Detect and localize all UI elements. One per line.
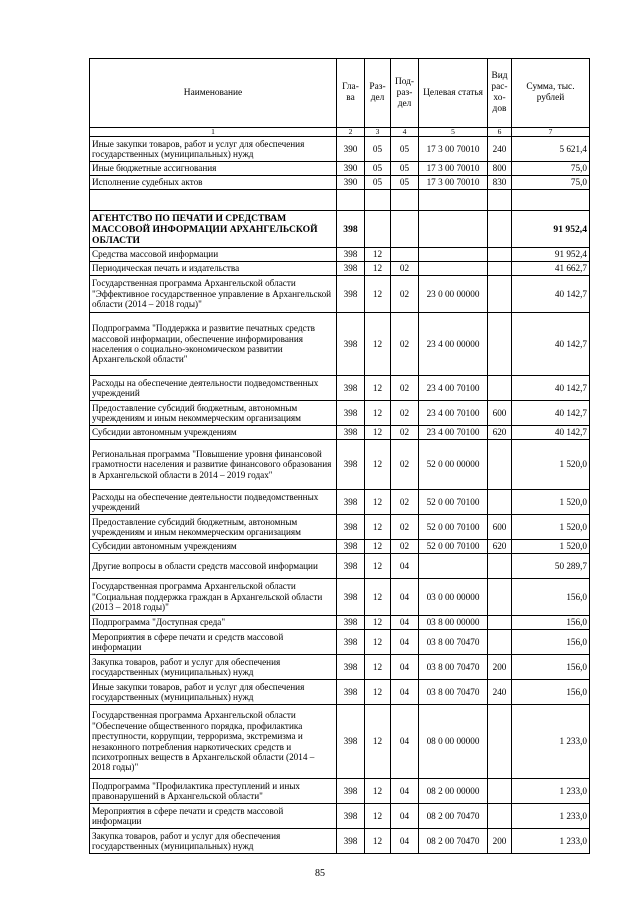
row-glava: [337, 190, 365, 211]
row-podrazdel: 04: [391, 705, 419, 779]
row-name: Предоставление субсидий бюджетным, автономным учреждениям и иным некоммерческим организациям: [90, 401, 337, 426]
row-sum: [512, 190, 590, 211]
row-target-article: 08 2 00 70470: [419, 829, 488, 854]
row-name: Периодическая печать и издательства: [90, 262, 337, 276]
row-sum: 50 289,7: [512, 554, 590, 579]
row-glava: 398: [337, 616, 365, 630]
row-podrazdel: 02: [391, 262, 419, 276]
row-podrazdel: [391, 211, 419, 248]
row-razdel: 05: [365, 162, 391, 176]
row-glava: 398: [337, 630, 365, 655]
row-target-article: 23 4 00 00000: [419, 313, 488, 376]
table-row: [90, 401, 590, 426]
row-expense-type: [488, 705, 512, 779]
row-expense-type: [488, 779, 512, 804]
row-podrazdel: 04: [391, 680, 419, 705]
row-glava: 398: [337, 804, 365, 829]
row-sum: 156,0: [512, 579, 590, 616]
row-sum: 1 233,0: [512, 804, 590, 829]
row-podrazdel: 04: [391, 779, 419, 804]
row-name: Подпрограмма "Профилактика преступлений и иных правонарушений в Архангельской области": [90, 779, 337, 804]
row-target-article: [419, 211, 488, 248]
row-target-article: 23 4 00 70100: [419, 426, 488, 440]
row-sum: 40 142,7: [512, 376, 590, 401]
row-sum: 1 233,0: [512, 705, 590, 779]
row-razdel: 05: [365, 137, 391, 162]
row-name: Государственная программа Архангельской области "Социальная поддержка граждан в Архангельской области (2013 – 2018 годы)": [90, 579, 337, 616]
row-target-article: 08 0 00 00000: [419, 705, 488, 779]
row-sum: 1 520,0: [512, 540, 590, 554]
row-target-article: 08 2 00 70470: [419, 804, 488, 829]
row-glava: 398: [337, 248, 365, 262]
row-razdel: 12: [365, 440, 391, 490]
column-index-row: [90, 128, 590, 137]
row-expense-type: 200: [488, 829, 512, 854]
row-razdel: 12: [365, 515, 391, 540]
row-name: Средства массовой информации: [90, 248, 337, 262]
row-sum: 40 142,7: [512, 426, 590, 440]
row-expense-type: [488, 554, 512, 579]
row-expense-type: 200: [488, 655, 512, 680]
row-sum: 156,0: [512, 655, 590, 680]
row-glava: 390: [337, 162, 365, 176]
row-glava: 398: [337, 426, 365, 440]
row-podrazdel: 02: [391, 490, 419, 515]
row-sum: 1 233,0: [512, 829, 590, 854]
header-podrazdel: Под-раз-дел: [391, 59, 419, 128]
row-target-article: [419, 248, 488, 262]
column-index: 7: [512, 128, 590, 137]
row-sum: 5 621,4: [512, 137, 590, 162]
table-row: [90, 804, 590, 829]
row-razdel: [365, 190, 391, 211]
table-row: [90, 262, 590, 276]
row-podrazdel: 02: [391, 401, 419, 426]
row-podrazdel: 04: [391, 829, 419, 854]
table-row: [90, 655, 590, 680]
row-target-article: 52 0 00 70100: [419, 540, 488, 554]
row-target-article: [419, 262, 488, 276]
row-target-article: 17 3 00 70010: [419, 176, 488, 190]
table-row: [90, 376, 590, 401]
row-name: Предоставление субсидий бюджетным, автономным учреждениям и иным некоммерческим организациям: [90, 515, 337, 540]
row-name: Иные закупки товаров, работ и услуг для обеспечения государственных (муниципальных) нужд: [90, 137, 337, 162]
table-row: [90, 137, 590, 162]
column-index: 3: [365, 128, 391, 137]
budget-table: [89, 58, 590, 854]
row-expense-type: [488, 248, 512, 262]
row-glava: 398: [337, 313, 365, 376]
row-name: Мероприятия в сфере печати и средств массовой информации: [90, 630, 337, 655]
row-glava: 390: [337, 176, 365, 190]
row-podrazdel: 02: [391, 276, 419, 313]
row-target-article: 03 8 00 00000: [419, 616, 488, 630]
row-expense-type: [488, 630, 512, 655]
header-expense-type: Вид рас-хо-дов: [488, 59, 512, 128]
row-target-article: 03 8 00 70470: [419, 655, 488, 680]
row-sum: 1 520,0: [512, 440, 590, 490]
row-expense-type: [488, 440, 512, 490]
row-expense-type: 620: [488, 426, 512, 440]
row-target-article: 23 4 00 70100: [419, 376, 488, 401]
table-row: [90, 705, 590, 779]
row-glava: 398: [337, 211, 365, 248]
row-target-article: 03 8 00 70470: [419, 630, 488, 655]
row-target-article: 17 3 00 70010: [419, 137, 488, 162]
table-row: [90, 176, 590, 190]
row-target-article: 08 2 00 00000: [419, 779, 488, 804]
row-name: АГЕНТСТВО ПО ПЕЧАТИ И СРЕДСТВАМ МАССОВОЙ ИНФОРМАЦИИ АРХАНГЕЛЬСКОЙ ОБЛАСТИ: [90, 211, 337, 248]
column-index: 2: [337, 128, 365, 137]
row-name: Государственная программа Архангельской области "Эффективное государственное управление в Архангельской области (2014 – 2018 годы)": [90, 276, 337, 313]
row-razdel: 12: [365, 554, 391, 579]
row-sum: 1 520,0: [512, 490, 590, 515]
page-number: 85: [315, 868, 325, 879]
row-target-article: [419, 190, 488, 211]
table-row: [90, 540, 590, 554]
table-row: [90, 616, 590, 630]
table-row: [90, 680, 590, 705]
row-expense-type: 240: [488, 137, 512, 162]
row-podrazdel: 04: [391, 616, 419, 630]
row-name: Подпрограмма "Поддержка и развитие печатных средств массовой информации, обеспечение информирования населения о социально-экономическом развитии Архангельской области": [90, 313, 337, 376]
table-row: [90, 276, 590, 313]
row-name: Региональная программа "Повышение уровня финансовой грамотности населения и развитие финансового образования в Архангельской области в 2014 – 2019 годах": [90, 440, 337, 490]
row-podrazdel: 04: [391, 554, 419, 579]
row-expense-type: 600: [488, 515, 512, 540]
row-razdel: 12: [365, 829, 391, 854]
row-glava: 398: [337, 540, 365, 554]
row-expense-type: 800: [488, 162, 512, 176]
header-name: Наименование: [90, 59, 337, 128]
row-expense-type: 600: [488, 401, 512, 426]
row-name: Иные бюджетные ассигнования: [90, 162, 337, 176]
row-razdel: 12: [365, 804, 391, 829]
row-glava: 398: [337, 705, 365, 779]
row-podrazdel: [391, 190, 419, 211]
row-target-article: 52 0 00 70100: [419, 490, 488, 515]
row-name: Иные закупки товаров, работ и услуг для обеспечения государственных (муниципальных) нужд: [90, 680, 337, 705]
row-razdel: [365, 211, 391, 248]
row-razdel: 12: [365, 680, 391, 705]
row-glava: 398: [337, 276, 365, 313]
row-expense-type: [488, 211, 512, 248]
row-podrazdel: 02: [391, 313, 419, 376]
column-index: 5: [419, 128, 488, 137]
row-sum: 40 142,7: [512, 276, 590, 313]
row-name: Закупка товаров, работ и услуг для обеспечения государственных (муниципальных) нужд: [90, 655, 337, 680]
row-sum: 91 952,4: [512, 211, 590, 248]
column-index: 1: [90, 128, 337, 137]
row-target-article: 17 3 00 70010: [419, 162, 488, 176]
table-row: [90, 313, 590, 376]
row-razdel: 12: [365, 262, 391, 276]
table-row: [90, 426, 590, 440]
row-name: [90, 190, 337, 211]
row-sum: 75,0: [512, 162, 590, 176]
row-podrazdel: 04: [391, 804, 419, 829]
row-glava: 398: [337, 680, 365, 705]
row-name: Закупка товаров, работ и услуг для обеспечения государственных (муниципальных) нужд: [90, 829, 337, 854]
row-podrazdel: 02: [391, 426, 419, 440]
row-sum: 156,0: [512, 630, 590, 655]
row-razdel: 12: [365, 705, 391, 779]
row-podrazdel: 05: [391, 176, 419, 190]
row-sum: 40 142,7: [512, 313, 590, 376]
row-glava: 390: [337, 137, 365, 162]
row-sum: 1 520,0: [512, 515, 590, 540]
row-razdel: 12: [365, 540, 391, 554]
table-row: [90, 779, 590, 804]
row-sum: 1 233,0: [512, 779, 590, 804]
column-index: 6: [488, 128, 512, 137]
row-expense-type: [488, 376, 512, 401]
row-target-article: [419, 554, 488, 579]
row-name: Субсидии автономным учреждениям: [90, 540, 337, 554]
table-row: [90, 190, 590, 211]
row-podrazdel: 02: [391, 515, 419, 540]
row-expense-type: [488, 276, 512, 313]
row-expense-type: [488, 262, 512, 276]
row-razdel: 12: [365, 401, 391, 426]
row-target-article: 52 0 00 70100: [419, 515, 488, 540]
row-glava: 398: [337, 376, 365, 401]
row-expense-type: 830: [488, 176, 512, 190]
table-row: [90, 490, 590, 515]
header-sum: Сумма, тыс. рублей: [512, 59, 590, 128]
row-razdel: 12: [365, 616, 391, 630]
column-index: 4: [391, 128, 419, 137]
row-razdel: 12: [365, 655, 391, 680]
row-sum: 40 142,7: [512, 401, 590, 426]
row-expense-type: [488, 190, 512, 211]
table-row: [90, 579, 590, 616]
row-glava: 398: [337, 401, 365, 426]
row-name: Расходы на обеспечение деятельности подведомственных учреждений: [90, 376, 337, 401]
row-podrazdel: 04: [391, 579, 419, 616]
row-razdel: 12: [365, 490, 391, 515]
row-glava: 398: [337, 262, 365, 276]
row-sum: 156,0: [512, 616, 590, 630]
row-expense-type: [488, 490, 512, 515]
row-expense-type: [488, 804, 512, 829]
table-row: [90, 440, 590, 490]
row-podrazdel: [391, 248, 419, 262]
row-razdel: 05: [365, 176, 391, 190]
table-row: [90, 630, 590, 655]
header-razdel: Раз-дел: [365, 59, 391, 128]
row-podrazdel: 02: [391, 540, 419, 554]
row-glava: 398: [337, 440, 365, 490]
row-target-article: 03 0 00 00000: [419, 579, 488, 616]
row-name: Подпрограмма "Доступная среда": [90, 616, 337, 630]
row-podrazdel: 04: [391, 655, 419, 680]
row-glava: 398: [337, 779, 365, 804]
row-podrazdel: 05: [391, 162, 419, 176]
row-name: Другие вопросы в области средств массовой информации: [90, 554, 337, 579]
row-razdel: 12: [365, 313, 391, 376]
table-row: [90, 211, 590, 248]
table-row: [90, 248, 590, 262]
row-razdel: 12: [365, 426, 391, 440]
row-expense-type: [488, 579, 512, 616]
header-target-article: Целевая статья: [419, 59, 488, 128]
table-row: [90, 829, 590, 854]
row-podrazdel: 05: [391, 137, 419, 162]
row-podrazdel: 02: [391, 376, 419, 401]
row-razdel: 12: [365, 248, 391, 262]
row-sum: 91 952,4: [512, 248, 590, 262]
row-glava: 398: [337, 515, 365, 540]
table-row: [90, 162, 590, 176]
row-razdel: 12: [365, 630, 391, 655]
row-glava: 398: [337, 655, 365, 680]
row-sum: 156,0: [512, 680, 590, 705]
table-row: [90, 515, 590, 540]
row-name: Субсидии автономным учреждениям: [90, 426, 337, 440]
row-glava: 398: [337, 490, 365, 515]
row-target-article: 03 8 00 70470: [419, 680, 488, 705]
row-glava: 398: [337, 829, 365, 854]
row-expense-type: 620: [488, 540, 512, 554]
row-razdel: 12: [365, 779, 391, 804]
row-target-article: 23 0 00 00000: [419, 276, 488, 313]
row-name: Государственная программа Архангельской области "Обеспечение общественного порядка, профилактика преступности, коррупции, терроризма, экстремизма и незаконного потребления наркотических средств и психотропных веществ в Архангельской области (2014 – 2018 годы)": [90, 705, 337, 779]
row-target-article: 23 4 00 70100: [419, 401, 488, 426]
row-sum: 41 662,7: [512, 262, 590, 276]
row-podrazdel: 02: [391, 440, 419, 490]
header-glava: Гла-ва: [337, 59, 365, 128]
row-podrazdel: 04: [391, 630, 419, 655]
table-row: [90, 554, 590, 579]
row-razdel: 12: [365, 579, 391, 616]
row-razdel: 12: [365, 376, 391, 401]
row-name: Расходы на обеспечение деятельности подведомственных учреждений: [90, 490, 337, 515]
table-header-row: [90, 59, 590, 128]
row-expense-type: [488, 616, 512, 630]
row-name: Мероприятия в сфере печати и средств массовой информации: [90, 804, 337, 829]
row-expense-type: [488, 313, 512, 376]
row-expense-type: 240: [488, 680, 512, 705]
row-sum: 75,0: [512, 176, 590, 190]
row-target-article: 52 0 00 00000: [419, 440, 488, 490]
row-glava: 398: [337, 554, 365, 579]
row-name: Исполнение судебных актов: [90, 176, 337, 190]
row-glava: 398: [337, 579, 365, 616]
row-razdel: 12: [365, 276, 391, 313]
